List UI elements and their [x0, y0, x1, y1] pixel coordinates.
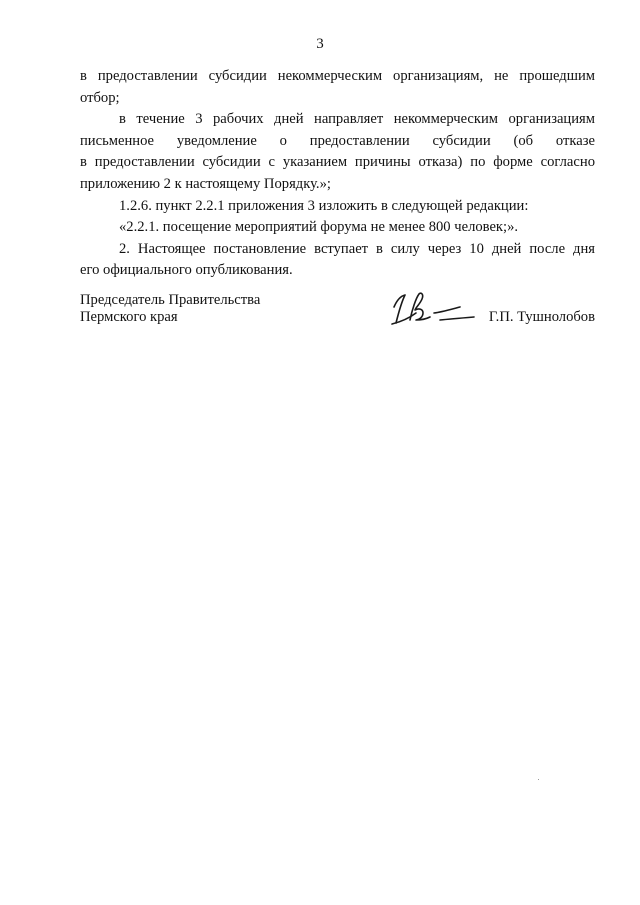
paragraph	[80, 66, 595, 109]
signatory-name: Г.П. Тушнолобов	[488, 309, 595, 325]
paragraph	[80, 239, 595, 282]
scan-artifact	[538, 779, 539, 780]
text-line: 1.2.6. пункт 2.2.1 приложения 3 изложить в следующей редакции:	[119, 197, 529, 214]
document-body	[80, 66, 595, 282]
text-line: его официального опубликования.	[80, 262, 293, 279]
handwritten-signature-icon	[388, 286, 478, 330]
page-number: 3	[316, 36, 324, 52]
paragraph	[80, 196, 595, 218]
text-line: «2.2.1. посещение мероприятий форума не менее 800 человек;».	[119, 219, 519, 236]
paragraph	[80, 109, 595, 195]
signature-block	[80, 292, 595, 326]
text-line: приложению 2 к настоящему Порядку.»;	[80, 175, 331, 192]
text-line: отбор;	[80, 89, 120, 106]
text-line: в предоставлении субсидии с указанием причины отказа) по форме согласно	[80, 154, 595, 171]
signatory-title-line: Пермского края	[80, 309, 178, 325]
text-line: письменное уведомление о предоставлении субсидии (об отказе	[80, 132, 595, 149]
signatory-title-line: Председатель Правительства	[80, 292, 261, 308]
text-line: в предоставлении субсидии некоммерческим организациям, не прошедшим	[80, 68, 595, 84]
text-line: 2. Настоящее постановление вступает в силу через 10 дней после дня	[119, 240, 595, 257]
text-line: в течение 3 рабочих дней направляет некоммерческим организациям	[119, 111, 595, 128]
paragraph	[80, 217, 595, 239]
